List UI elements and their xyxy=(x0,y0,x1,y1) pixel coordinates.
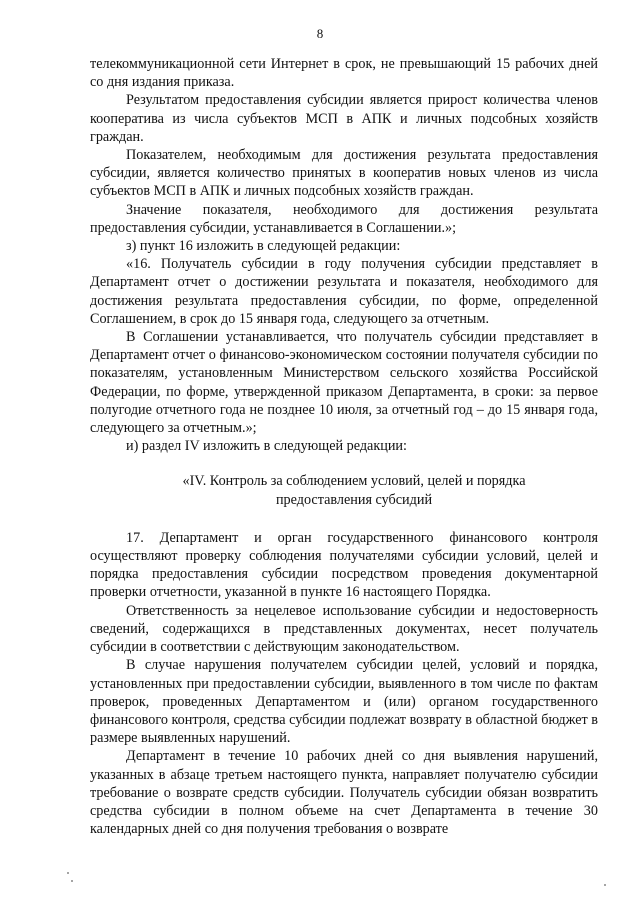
document-body xyxy=(90,55,598,838)
paragraph: Результатом предоставления субсидии является прирост количества членов кооператива из числа субъектов МСП в АПК и личных подсобных хозяйств граждан. xyxy=(90,92,598,145)
scan-speck xyxy=(604,884,606,886)
paragraph: Департамент в течение 10 рабочих дней со дня выявления нарушений, указанных в абзаце третьем настоящего пункта, направляет получателю субсидии требование о возврате средств субсидии. Получатель субсидии обязан возвратить средства субсидии в полном объеме на счет Департамента в течение 30 календарных дней со дня получения требования о возврате xyxy=(90,748,598,838)
paragraph: В случае нарушения получателем субсидии целей, условий и порядка, установленных при предоставлении субсидии, выявленного в том числе по фактам проверок, проведенных Департаментом и (или) органом государственного финансового контроля, средства субсидии подлежат возврату в областной бюджет в размере выявленных нарушений. xyxy=(90,657,598,747)
paragraph: Ответственность за нецелевое использование субсидии и недостоверность сведений, содержащихся в представленных документах, несет получатель субсидии в соответствии с действующим законодательством. xyxy=(90,602,598,656)
scan-speck xyxy=(67,872,69,874)
paragraph: 17. Департамент и орган государственного финансового контроля осуществляют проверку соблюдения получателями субсидии условий, целей и порядка предоставления субсидии посредством проведения документарной проверки отчетности, указанной в пункте 16 настоящего Порядка. xyxy=(90,529,598,601)
paragraph: «16. Получатель субсидии в году получения субсидии представляет в Департамент отчет о достижении результата и показателя, необходимого для достижения результата предоставления субсидии, по форме, определенной Соглашением, в срок до 15 января года, следующего за отчетным. xyxy=(90,256,598,327)
paragraph: Показателем, необходимым для достижения результата предоставления субсидии, является количество принятых в кооператив новых членов из числа субъектов МСП в АПК и личных подсобных хозяйств граждан. xyxy=(90,147,598,200)
paragraph: Значение показателя, необходимого для достижения результата предоставления субсидии, устанавливается в Соглашении.»; xyxy=(90,201,598,236)
paragraph: В Соглашении устанавливается, что получатель субсидии представляет в Департамент отчет о финансово-экономическом состоянии получателя субсидии по показателям, установленным Министерством сельского хозяйства Российской Федерации, по форме, утвержденной приказом Департамента, в сроки: за первое полугодие отчетного года не позднее 10 июля, за отчетный год – до 15 января года, следующего за отчетным.»; xyxy=(90,329,598,437)
page-number: 8 xyxy=(316,26,324,41)
paragraph: телекоммуникационной сети Интернет в срок, не превышающий 15 рабочих дней со дня издания приказа. xyxy=(90,56,598,91)
paragraph: и) раздел IV изложить в следующей редакции: xyxy=(126,438,407,455)
scan-speck xyxy=(71,880,73,882)
section-heading-line: «IV. Контроль за соблюдением условий, целей и порядка xyxy=(182,473,526,490)
section-heading-line: предоставления субсидий xyxy=(275,491,433,508)
section-heading xyxy=(90,472,598,508)
paragraph: з) пункт 16 изложить в следующей редакции: xyxy=(126,238,401,255)
